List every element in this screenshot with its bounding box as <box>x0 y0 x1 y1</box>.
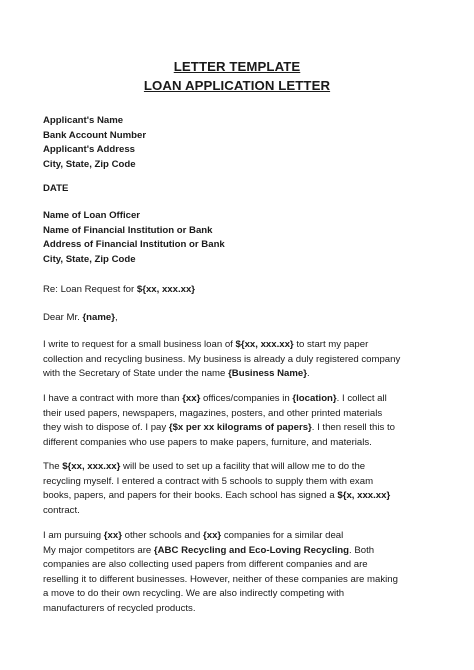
p1-text-3a: with the Secretary of State under the name <box>43 368 229 379</box>
p1-business-name: {Business Name} <box>228 368 307 379</box>
p4-text-a: I am pursuing <box>43 530 104 541</box>
p2-location: {location} <box>292 393 337 404</box>
p1-loan-amount: ${xx, xxx.xx} <box>235 339 294 350</box>
p3-line-2: recycling myself. I entered a contract with 5 schools to supply them with exam <box>43 475 374 487</box>
applicant-city: City, State, Zip Code <box>43 158 136 170</box>
p3-text-3a: books, papers, and papers for their books. Each school has signed a <box>43 490 338 501</box>
document-title: LETTER TEMPLATE <box>173 59 301 74</box>
p1-line-3 <box>43 367 435 382</box>
p4-competitors: {ABC Recycling and Eco-Loving Recycling <box>153 544 350 556</box>
p4-line-5: a move to do their own recycling. We are also indirectly competing with <box>43 588 345 599</box>
p2-text-e: . I collect all <box>336 393 387 404</box>
re-prefix: Re: Loan Request for <box>43 284 137 295</box>
institution-address: Address of Financial Institution or Bank <box>43 239 225 250</box>
paragraph-1 <box>43 338 435 382</box>
p4-line-3: companies are also collecting used papers from different companies and are <box>43 559 368 570</box>
institution-city: City, State, Zip Code <box>43 253 136 265</box>
p4-text-2a: My major competitors are <box>43 544 154 556</box>
p3-contract-amount: ${x, xxx.xx} <box>337 490 391 501</box>
re-line <box>43 283 435 298</box>
document-subtitle: LOAN APPLICATION LETTER <box>143 78 331 93</box>
p2-line-4: different companies who use papers to make papers, furniture, and materials. <box>43 436 372 448</box>
p4-line-6: manufacturers of recycled products. <box>43 602 196 614</box>
institution-name: Name of Financial Institution or Bank <box>43 224 213 236</box>
re-amount: ${xx, xxx.xx} <box>136 284 196 295</box>
paragraph-2 <box>43 392 435 450</box>
p4-schools-count: {xx} <box>103 530 122 541</box>
p1-text-a: I write to request for a small business loan of <box>43 339 236 350</box>
p4-text-e: companies for a similar deal <box>221 530 344 541</box>
officer-block <box>43 209 443 267</box>
p2-line-2: their used papers, newspapers, magazines, posters, and other printed materials <box>43 407 383 419</box>
p2-line-3 <box>43 421 435 436</box>
p2-text-a: I have a contract with more than <box>43 393 183 404</box>
p2-text-c: offices/companies in <box>200 393 293 404</box>
p4-text-2c: . Both <box>349 544 375 556</box>
applicant-name: Applicant's Name <box>43 115 124 126</box>
salutation <box>43 311 435 326</box>
p1-line-1 <box>43 338 435 353</box>
p4-line-4: reselling it to different businesses. However, neither of these companies are making <box>43 573 398 585</box>
applicant-address: Applicant's Address <box>43 144 136 155</box>
p2-price: {$x per xx kilograms of papers} <box>168 422 312 433</box>
loan-officer-name: Name of Loan Officer <box>43 210 141 221</box>
p3-line-3 <box>43 489 435 504</box>
p3-line-1 <box>43 460 435 475</box>
p3-text-a: The <box>43 461 63 472</box>
p3-amount: ${xx, xxx.xx} <box>62 461 121 472</box>
date-label: DATE <box>43 183 69 194</box>
p4-line-2 <box>43 544 435 559</box>
p3-text-c: will be used to set up a facility that will allow me to do the <box>120 461 366 472</box>
p1-text-3c: . <box>306 368 310 379</box>
paragraph-4 <box>43 529 435 616</box>
paragraph-3 <box>43 460 435 518</box>
p1-text-c: to start my paper <box>293 339 369 350</box>
p2-count: {xx} <box>182 393 201 404</box>
bank-account-number: Bank Account Number <box>43 129 147 141</box>
p4-line-1 <box>43 529 435 544</box>
salutation-suffix: , <box>114 312 118 323</box>
date-line <box>43 182 443 197</box>
p2-text-3c: . I then resell this to <box>311 422 395 433</box>
salutation-name: {name} <box>82 312 115 323</box>
salutation-prefix: Dear Mr. <box>43 312 83 323</box>
p2-line-1 <box>43 392 435 407</box>
applicant-block <box>43 114 443 172</box>
p1-line-2: collection and recycling business. My business is already a duly registered company <box>43 353 401 365</box>
p4-text-c: other schools and <box>121 530 204 541</box>
p3-line-4: contract. <box>43 504 80 516</box>
p2-text-3a: they wish to dispose of. I pay <box>43 422 169 433</box>
p4-companies-count: {xx} <box>203 530 222 541</box>
